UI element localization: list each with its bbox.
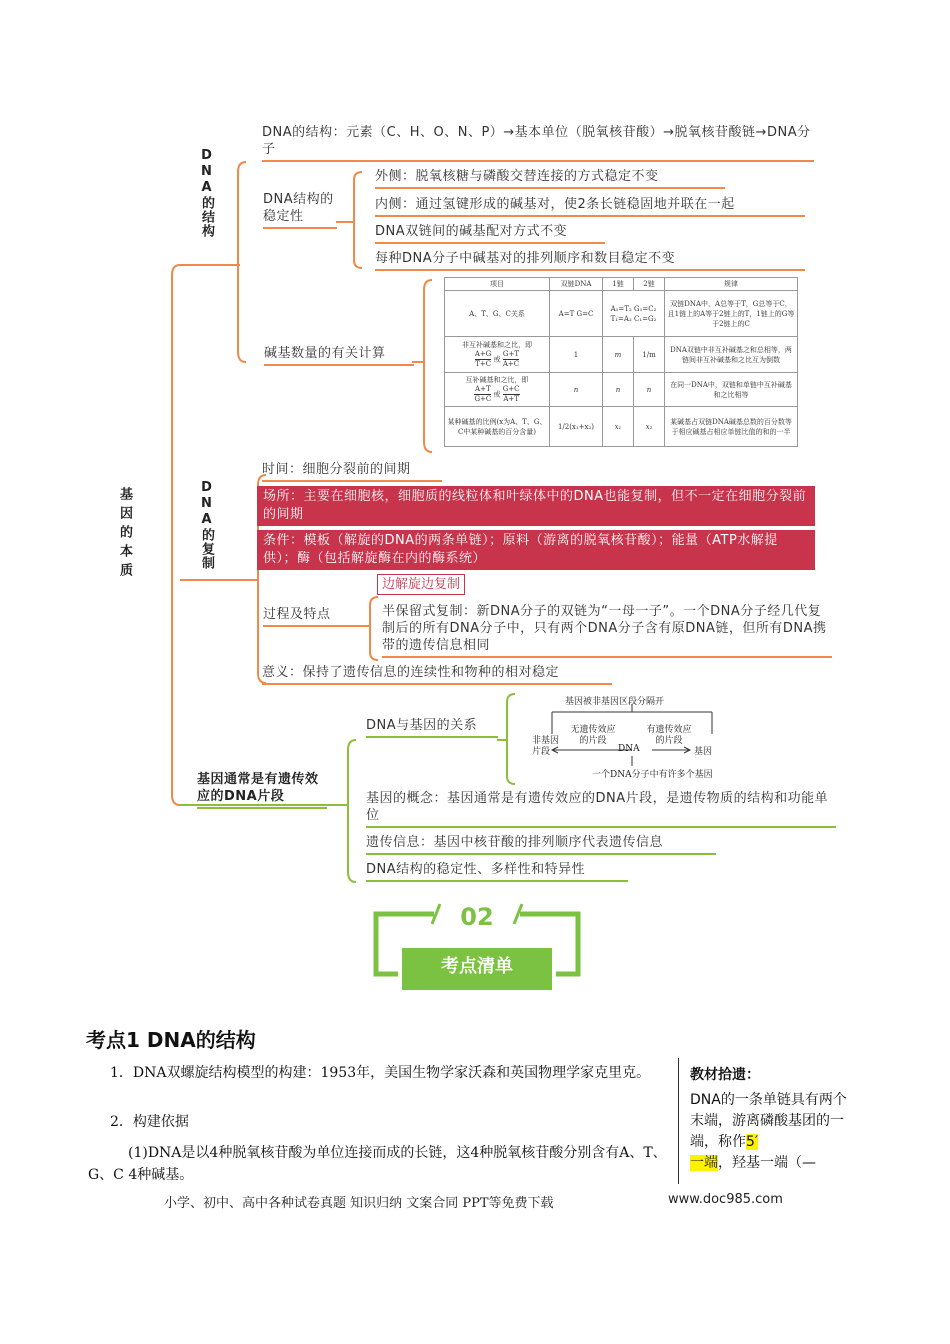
calc-row1-chain: A₁=T₂ G₁=C₂ T₁=A₂ C₁=G₂ bbox=[603, 291, 665, 337]
highlight-5prime: 5′ bbox=[746, 1134, 759, 1150]
calc-row4-chain1: x₁ bbox=[603, 407, 634, 447]
section-p3: (1)DNA是以4种脱氧核苷酸为单位连接而成的长链，这4种脱氧核苷酸分别含有A、T、G、C 4种碱基。 bbox=[88, 1145, 667, 1183]
calc-table-wrap bbox=[444, 277, 798, 447]
calc-row2-chain2: 1/m bbox=[634, 337, 665, 373]
calc-row3-rule: 在同一DNA中，双链和单链中互补碱基和之比相等 bbox=[665, 373, 798, 407]
calc-row2-rule: DNA双链中非互补碱基之和总相等，两链间非互补碱基和之比互为倒数 bbox=[665, 337, 798, 373]
root-label: 基因的本质 bbox=[117, 487, 132, 582]
calc-table bbox=[444, 277, 798, 447]
calc-row3-chain1: n bbox=[603, 373, 634, 407]
process-text: 半保留式复制：新DNA分子的双链为“一母一子”。一个DNA分子经几代复制后的所有DNA分子中，只有两个DNA分子含有原DNA链，但所有DNA携带的遗传信息相同 bbox=[382, 603, 832, 658]
relation-right: 基因 bbox=[694, 747, 713, 757]
calc-row2-chain1: m bbox=[603, 337, 634, 373]
calc-row1-rule: 双链DNA中，A总等于T，G总等于C，且1链上的A等于2链上的T，1链上的G等于2链上的C bbox=[665, 291, 798, 337]
relation-left: 非基因片段 bbox=[532, 736, 560, 757]
calc-title: 碱基数量的有关计算 bbox=[264, 345, 414, 366]
calc-row3-double: n bbox=[550, 373, 603, 407]
calc-row4-chain2: x₂ bbox=[634, 407, 665, 447]
relation-top: 基因被非基因区段分隔开 bbox=[565, 697, 665, 707]
stability-title: DNA结构的稳定性 bbox=[263, 191, 337, 229]
calc-row4-rule: 某碱基占双链DNA碱基总数的百分数等于相应碱基占相应单链比值的和的一半 bbox=[665, 407, 798, 447]
relation-bottom: 一个DNA分子中有许多个基因 bbox=[592, 770, 713, 780]
calc-row2-double: 1 bbox=[550, 337, 603, 373]
banner-label: 考点清单 bbox=[441, 956, 513, 977]
stability-item-2: 内侧：通过氢键形成的碱基对，使2条长链稳固地并联在一起 bbox=[375, 196, 805, 217]
process-title: 过程及特点 bbox=[263, 606, 347, 627]
stability-item-1: 外侧：脱氧核糖与磷酸交替连接的方式稳定不变 bbox=[375, 168, 725, 189]
gene-info: 遗传信息：基因中核苷酸的排列顺序代表遗传信息 bbox=[366, 834, 716, 855]
calc-header-rule: 规律 bbox=[665, 278, 798, 291]
calc-row4-item: 某种碱基的比例(x为A、T、G、C中某种碱基的百分含量) bbox=[445, 407, 550, 447]
relation-mid-left: 无遗传效应的片段 bbox=[570, 725, 616, 746]
section-p2: 2．构建依据 bbox=[110, 1114, 189, 1130]
relation-center: DNA bbox=[618, 744, 640, 754]
calc-row3-chain2: n bbox=[634, 373, 665, 407]
section-p1: 1．DNA双螺旋结构模型的构建：1953年，美国生物学家沃森和英国物理学家克里克。 bbox=[110, 1065, 651, 1081]
gene-concept: 基因的概念：基因通常是有遗传效应的DNA片段，是遗传物质的结构和功能单位 bbox=[366, 790, 836, 828]
highlight-end: 一端 bbox=[690, 1155, 718, 1171]
stability-item-4: 每种DNA分子中碱基对的排列顺序和数目稳定不变 bbox=[375, 250, 805, 271]
calc-row1-item: A、T、G、C关系 bbox=[445, 291, 550, 337]
dna-composition: DNA的结构：元素（C、H、O、N、P）→基本单位（脱氧核苷酸）→脱氧核苷酸链→DNA分子 bbox=[262, 124, 814, 162]
stability-item-3: DNA双链间的碱基配对方式不变 bbox=[375, 223, 605, 244]
replication-conditions: 条件：模板（解旋的DNA的两条单链）；原料（游离的脱氧核苷酸）；能量（ATP水解提供）；酶（包括解旋酶在内的酶系统） bbox=[257, 530, 815, 570]
calc-header-chain1: 1链 bbox=[603, 278, 634, 291]
section-divider bbox=[678, 1058, 679, 1184]
replication-meaning: 意义：保持了遗传信息的连续性和物种的相对稳定 bbox=[262, 664, 612, 685]
side-note-text: DNA的一条单链具有两个末端，游离磷酸基团的一端，称作5′ 一端，羟基一端（— bbox=[690, 1092, 847, 1171]
replication-place: 场所：主要在细胞核，细胞质的线粒体和叶绿体中的DNA也能复制，但不一定在细胞分裂前的间期 bbox=[257, 486, 815, 526]
process-tag: 边解旋边复制 bbox=[377, 574, 465, 595]
calc-header-chain2: 2链 bbox=[634, 278, 665, 291]
gene-traits: DNA结构的稳定性、多样性和特异性 bbox=[366, 861, 628, 882]
gene-title: 基因通常是有遗传效应的DNA片段 bbox=[197, 771, 327, 809]
dna-replication-title: DNA的复制 bbox=[199, 480, 214, 570]
calc-row3-item: 互补碱基和之比，即 $\frac{A+T}{G+C}$ 或 $\frac{G+C}{A+T}$ bbox=[445, 373, 550, 407]
replication-time: 时间：细胞分裂前的间期 bbox=[262, 461, 442, 482]
section-heading: 考点1 DNA的结构 bbox=[86, 1028, 256, 1052]
relation-diagram bbox=[532, 692, 772, 782]
relation-mid-right: 有遗传效应的片段 bbox=[646, 725, 692, 746]
banner-number: 02 bbox=[460, 903, 494, 931]
footer-text: 小学、初中、高中各种试卷真题 知识归纳 文案合同 PPT等免费下载 bbox=[164, 1196, 554, 1211]
dna-structure-title: DNA的结构 bbox=[199, 148, 214, 238]
calc-row4-double: 1/2(x₁+x₂) bbox=[550, 407, 603, 447]
calc-row1-double: A=T G=C bbox=[550, 291, 603, 337]
calc-row2-item: 非互补碱基和之比，即 $\frac{A+G}{T+C}$ 或 $\frac{G+T}{A+C}$ bbox=[445, 337, 550, 373]
side-note-title: 教材拾遗： bbox=[690, 1067, 760, 1083]
relation-title: DNA与基因的关系 bbox=[366, 717, 498, 738]
footer-link[interactable]: www.doc985.com bbox=[668, 1192, 783, 1207]
calc-header-item: 项目 bbox=[445, 278, 550, 291]
calc-header-double: 双链DNA bbox=[550, 278, 603, 291]
